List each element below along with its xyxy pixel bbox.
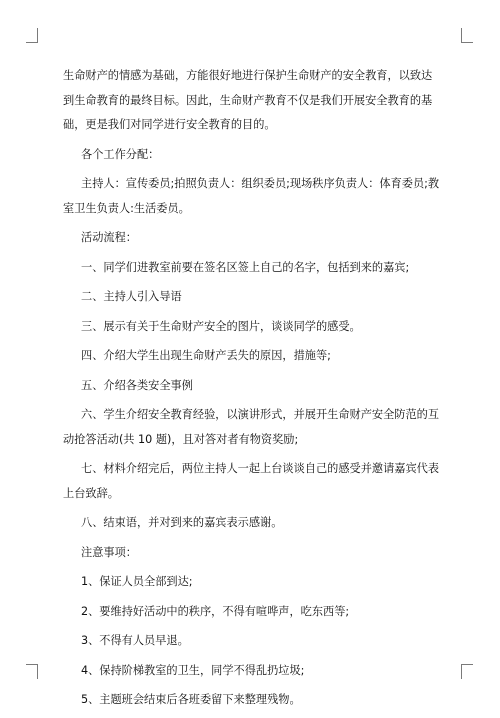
flow-step-5: 五、介绍各类安全事例 — [81, 378, 193, 392]
flow-step-6: 六、学生介绍安全教育经验，以演讲形式，并展开生命财产安全防范的互动抢答活动(共 10 题)，且对答对者有物资奖励; — [63, 408, 440, 446]
paragraph-intro: 生命财产的情感为基础，方能很好地进行保护生命财产的安全教育，以致达到生命教育的最终目标。因此，生命财产教育不仅是我们开展安全教育的基础，更是我们对同学进行安全教育的目的。 — [63, 69, 433, 131]
crop-mark-top-right — [461, 28, 473, 43]
note-item-5: 5、主题班会结束后各班委留下来整理残物。 — [81, 693, 301, 706]
heading-activity-flow: 活动流程： — [81, 231, 137, 244]
crop-mark-bottom-left — [26, 664, 38, 679]
note-item-2: 2、要维持好活动中的秩序，不得有喧哗声，吃东西等; — [81, 604, 350, 618]
flow-step-8: 八、结束语，并对到来的嘉宾表示感谢。 — [81, 516, 283, 529]
note-item-1: 1、保证人员全部到达; — [81, 575, 193, 588]
heading-notes: 注意事项： — [81, 545, 137, 559]
crop-mark-bottom-right — [461, 664, 473, 679]
flow-step-3: 三、展示有关于生命财产安全的图片，谈谈同学的感受。 — [81, 319, 361, 333]
document-body — [63, 64, 443, 718]
crop-mark-top-left — [26, 28, 38, 43]
paragraph-roles: 主持人：宣传委员;拍照负责人：组织委员;现场秩序负责人：体育委员;教室卫生负责人:生活委员。 — [63, 177, 440, 215]
heading-work-assignment: 各个工作分配： — [81, 147, 160, 161]
flow-step-4: 四、介绍大学生出现生命财产丢失的原因，措施等; — [81, 349, 331, 362]
flow-step-2: 二、主持人引入导语 — [81, 290, 182, 303]
flow-step-7: 七、材料介绍完后，两位主持人一起上台谈谈自己的感受并邀请嘉宾代表上台致辞。 — [63, 462, 440, 500]
note-item-4: 4、保持阶梯教室的卫生，同学不得乱扔垃圾; — [81, 663, 305, 677]
note-item-3: 3、不得有人员早退。 — [81, 634, 189, 647]
flow-step-1: 一、同学们进教室前要在签名区签上自己的名字，包括到来的嘉宾; — [81, 260, 410, 274]
